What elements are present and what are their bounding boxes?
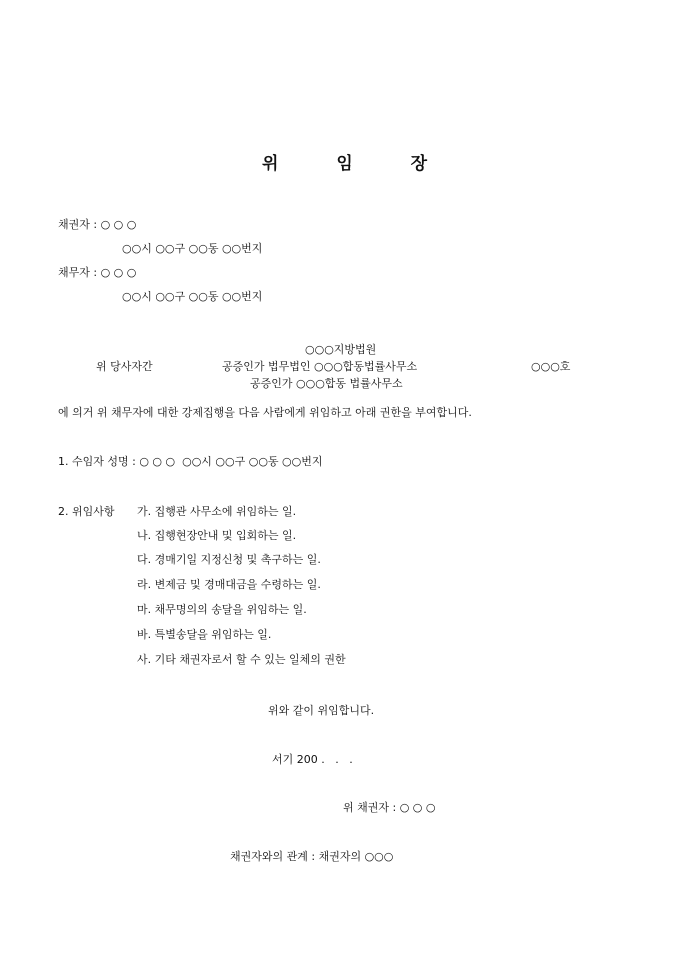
delegation-item: 바. 특별송달을 위임하는 일. bbox=[137, 628, 272, 641]
closing-statement: 위와 같이 위임합니다. bbox=[268, 704, 375, 717]
document-title: 위 임 장 bbox=[262, 154, 428, 174]
parties-right: ○○○호 bbox=[531, 360, 571, 373]
delegation-item: 마. 채무명의의 송달을 위임하는 일. bbox=[137, 603, 307, 616]
parties-middle: 공증인가 법무법인 ○○○합동법률사무소 bbox=[222, 360, 418, 373]
relation-line: 채권자와의 관계 : 채권자의 ○○○ bbox=[230, 850, 394, 863]
delegation-item: 라. 변제금 및 경매대금을 수령하는 일. bbox=[137, 578, 321, 591]
notary-line: 공증인가 ○○○합동 법률사무소 bbox=[250, 377, 403, 390]
court-line: ○○○지방법원 bbox=[305, 343, 377, 356]
creditor-label: 채권자 : ○ ○ ○ bbox=[58, 218, 137, 231]
debtor-label: 채무자 : ○ ○ ○ bbox=[58, 266, 137, 279]
creditor-address: ○○시 ○○구 ○○동 ○○번지 bbox=[122, 242, 263, 255]
delegation-item: 다. 경매기일 지정신청 및 촉구하는 일. bbox=[137, 553, 321, 566]
delegation-item: 나. 집행현장안내 및 입회하는 일. bbox=[137, 529, 297, 542]
delegation-item: 사. 기타 채권자로서 할 수 있는 일체의 권한 bbox=[137, 653, 346, 666]
parties-left: 위 당사자간 bbox=[96, 360, 153, 373]
signer-line: 위 채권자 : ○ ○ ○ bbox=[343, 801, 436, 814]
item-2-label: 2. 위임사항 bbox=[58, 505, 115, 518]
debtor-address: ○○시 ○○구 ○○동 ○○번지 bbox=[122, 290, 263, 303]
statement: 에 의거 위 채무자에 대한 강제집행을 다음 사람에게 위임하고 아래 권한을 부여합니다. bbox=[58, 406, 472, 419]
delegation-item: 가. 집행관 사무소에 위임하는 일. bbox=[137, 505, 297, 518]
item-1: 1. 수임자 성명 : ○ ○ ○ ○○시 ○○구 ○○동 ○○번지 bbox=[58, 455, 323, 468]
date-line: 서기 200 . . . bbox=[272, 753, 353, 766]
